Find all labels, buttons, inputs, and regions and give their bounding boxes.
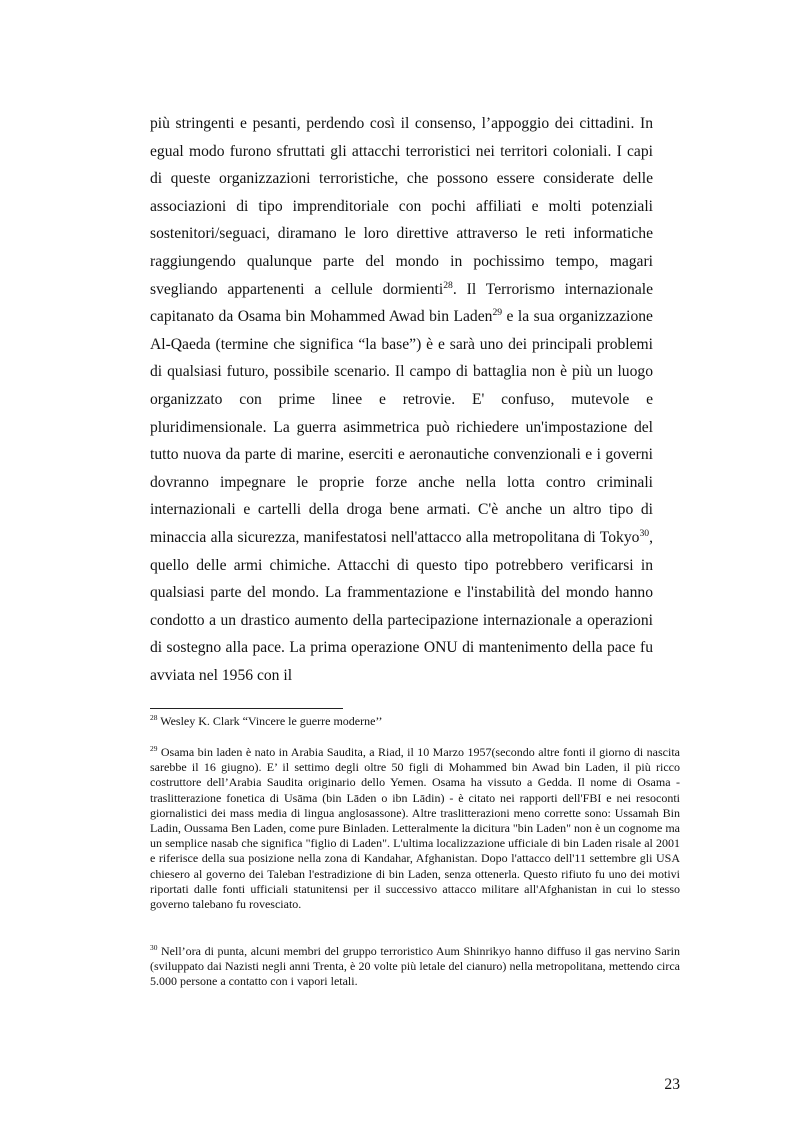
page-number: 23	[664, 1076, 680, 1093]
body-paragraph	[150, 110, 653, 689]
footnote-ref-28[interactable]: 28	[443, 279, 453, 291]
footnote-ref-29[interactable]: 29	[492, 306, 503, 318]
footnote-text: Osama bin laden è nato in Arabia Saudita, a Riad, il 10 Marzo 1957(secondo altre fonti il giorno di nascita sarebbe il 16 giugno). E’ il settimo degli oltre 50 figli di Mohammed bin Awad bin Laden, il più ricco costruttore dell’Arabia Saudita originario dello Yemen. Osama ha vissuto a Gedda. Il nome di Osama - traslitterazione fonetica di Usāma (bin Lāden o ibn Lādin) - è citato nei rapporti dell'FBI e nei resoconti giornalistici dei mass media di lingua anglosassone). Altre traslitterazioni meno corrette sono: Ussamah Bin Ladin, Oussama Ben Laden, come pure Binladen. Letteralmente la dicitura "bin Laden" non è un cognome ma un semplice nasab che significa "figlio di Laden". L'ultima localizzazione ufficiale di bin Laden risale al 2001 e riferisce della sua posizione nella zona di Kandahar, Afghanistan. Dopo l'attacco dell'11 settembre gli USA chiesero al governo dei Taleban l'estradizione di bin Laden, senza ottenerla. Questo rifiuto fu uno dei motivi riportati dalle fonti ufficiali statunitensi per il successivo attacco militare all'Afghanistan in cui lo stesso governo talebano fu rovesciato.	[150, 745, 680, 912]
footnote-29	[150, 745, 680, 912]
footnote-ref-30[interactable]: 30	[639, 527, 650, 539]
footnote-number: 28	[150, 713, 158, 722]
footnote-number: 30	[150, 943, 158, 952]
footnote-30	[150, 944, 680, 990]
footnote-number: 29	[150, 744, 158, 753]
body-text-part-2: . Il Terrorismo internazionale capitanato da Osama bin Mohammed Awad bin Laden	[150, 280, 654, 326]
footnote-text: Wesley K. Clark “Vincere le guerre moderne’’	[157, 714, 383, 728]
footnote-28	[150, 714, 680, 729]
footnote-text: Nell’ora di punta, alcuni membri del gruppo terroristico Aum Shinrikyo hanno diffuso il gas nervino Sarin (sviluppato dai Nazisti negli anni Trenta, è 20 volte più letale del cianuro) nella metropolitana, mettendo circa 5.000 persone a contatto con i vapori letali.	[150, 944, 680, 989]
body-text-part-4: , quello delle armi chimiche. Attacchi di questo tipo potrebbero verificarsi in qualsiasi parte del mondo. La frammentazione e l'instabilità del mondo hanno condotto a un drastico aumento della partecipazione internazionale a operazioni di sostegno alla pace. La prima operazione ONU di mantenimento della pace fu avviata nel 1956 con il	[150, 528, 653, 684]
body-text-part-1: più stringenti e pesanti, perdendo così il consenso, l’appoggio dei cittadini. In egual modo furono sfruttati gli attacchi terroristici nei territori coloniali. I capi di queste organizzazioni terroristiche, che possono essere considerate delle associazioni di tipo imprenditoriale con pochi affiliati e molti potenziali sostenitori/seguaci, diramano le loro direttive attraverso le reti informatiche raggiungendo qualunque parte del mondo in pochissimo tempo, magari svegliando appartenenti a cellule dormienti	[150, 115, 653, 298]
body-text-part-3: e la sua organizzazione Al-Qaeda (termine che significa “la base”) è e sarà uno dei principali problemi di qualsiasi futuro, possibile scenario. Il campo di battaglia non è più un luogo organizzato con prime linee e retrovie. E' confuso, mutevole e pluridimensionale. La guerra asimmetrica può richiedere un'impostazione del tutto nuova da parte di marine, eserciti e aeronautiche convenzionali e i governi dovranno impegnare le proprie forze anche nella lotta contro criminali internazionali e cartelli della droga bene armati. C'è anche un altro tipo di minaccia alla sicurezza, manifestatosi nell'attacco alla metropolitana di Tokyo	[150, 308, 653, 546]
footnote-separator	[150, 708, 343, 709]
